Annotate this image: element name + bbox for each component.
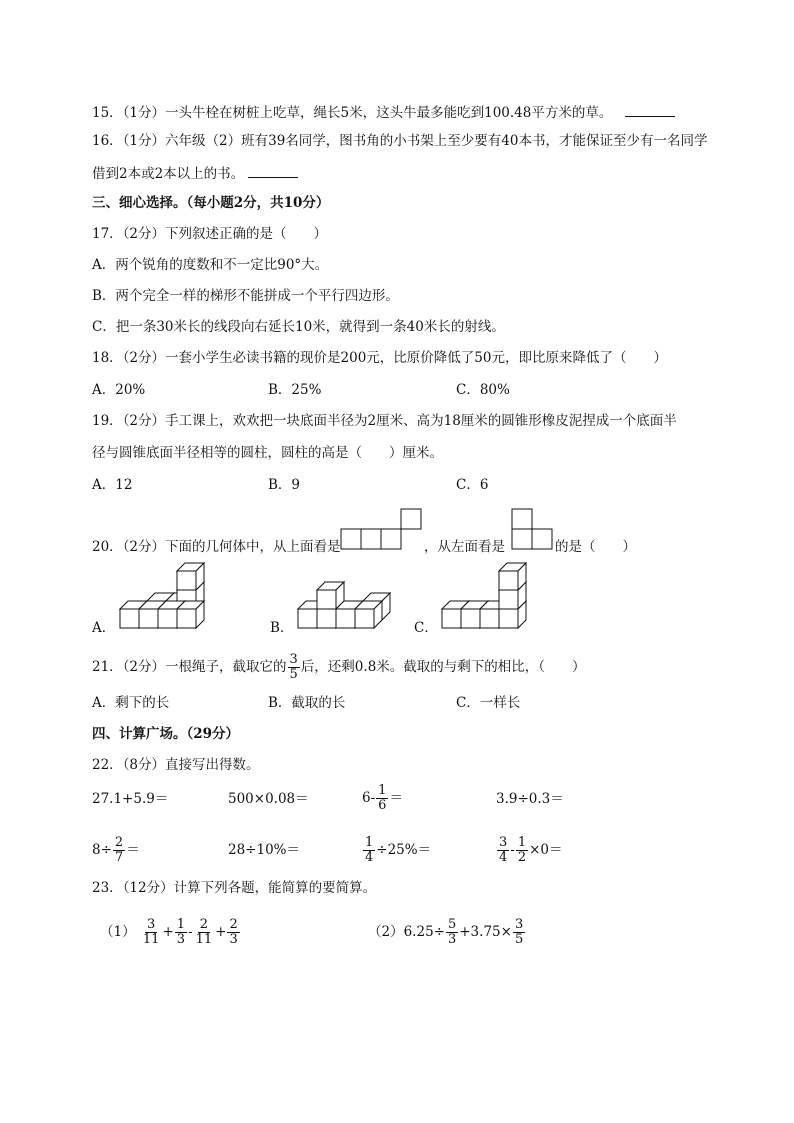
answer-blank[interactable] xyxy=(625,102,675,117)
expression: 28÷10%＝ xyxy=(228,842,300,858)
expression-text: ÷25%＝ xyxy=(376,842,432,858)
fraction-denominator: 5 xyxy=(514,932,524,947)
question-text: 计算下列各题，能简算的要简算。 xyxy=(173,880,377,896)
expression-text: +3.75× xyxy=(459,924,512,940)
cube xyxy=(499,563,526,590)
fraction-numerator: 1 xyxy=(517,835,527,850)
option-a-figure[interactable] xyxy=(118,572,218,632)
fraction-numerator: 3 xyxy=(147,917,156,932)
option-c[interactable]: C．6 xyxy=(456,477,489,493)
question-score: （12分） xyxy=(122,880,174,896)
question-17 xyxy=(92,225,327,243)
question-text: 一套小学生必读书籍的现价是200元，比原价降低了50元，即比原来降低了（ ） xyxy=(165,350,667,366)
question-number: 17． xyxy=(92,226,123,242)
question-score: （1分） xyxy=(122,133,166,149)
option-a[interactable]: A．两个锐角的度数和不一定比90°大。 xyxy=(92,257,329,273)
cube xyxy=(177,563,204,590)
fraction-denominator: 11 xyxy=(142,932,160,947)
question-16-line2 xyxy=(92,163,298,183)
expression-text: 6.25÷ xyxy=(403,924,445,940)
question-score: （2分） xyxy=(122,350,166,366)
question-text: 下列叙述正确的是（ ） xyxy=(165,226,328,242)
option-c[interactable]: C． xyxy=(414,620,438,636)
operator: + xyxy=(162,924,174,940)
question-16 xyxy=(92,132,707,150)
option-b[interactable]: B．25% xyxy=(268,382,322,398)
option-a[interactable]: A． xyxy=(92,620,116,636)
fraction-numerator: 2 xyxy=(114,835,124,850)
answer-blank[interactable] xyxy=(248,163,298,178)
fraction xyxy=(376,784,388,813)
expression: 3.9÷0.3＝ xyxy=(496,791,564,807)
left-view-figure xyxy=(511,507,555,551)
question-text: 后，还剩0.8米。截取的与剩下的相比，（ ） xyxy=(300,659,586,675)
fraction-denominator: 11 xyxy=(195,932,213,947)
fraction xyxy=(141,918,162,947)
question-22 xyxy=(92,756,260,774)
fraction xyxy=(516,836,528,865)
fraction xyxy=(363,836,375,865)
problem-label: （2） xyxy=(368,924,404,940)
option-c[interactable]: C．一样长 xyxy=(456,695,521,711)
question-score: （2分） xyxy=(122,413,166,429)
question-score: （2分） xyxy=(122,539,166,555)
fraction-denominator: 4 xyxy=(499,850,508,865)
operator: - xyxy=(370,790,376,806)
whole-number: 6 xyxy=(362,790,371,806)
fraction-numerator: 3 xyxy=(289,652,298,667)
cube xyxy=(355,601,382,628)
option-b[interactable]: B．9 xyxy=(268,477,301,493)
question-score: （2分） xyxy=(122,226,166,242)
question-21 xyxy=(92,653,586,682)
question-number: 19． xyxy=(92,413,123,429)
option-c[interactable]: C．把一条30米长的线段向右延长10米，就得到一条40米长的射线。 xyxy=(92,319,505,335)
calc-problem-2 xyxy=(368,916,526,948)
operator: + xyxy=(215,924,227,940)
question-score: （1分） xyxy=(122,105,166,121)
fraction-numerator: 1 xyxy=(378,783,387,798)
option-b-figure[interactable] xyxy=(296,572,396,632)
question-text: 直接写出得数。 xyxy=(165,757,260,773)
question-text: 手工课上，欢欢把一块底面半径为2厘米、高为18厘米的圆锥形橡皮泥捏成一个底面半 xyxy=(165,413,677,429)
question-text: 下面的几何体中，从上面看是 xyxy=(165,539,341,555)
section-3-title: 三、细心选择。（每小题2分，共10分） xyxy=(92,195,330,211)
expression xyxy=(362,782,403,814)
option-a[interactable]: A．12 xyxy=(92,477,133,493)
fraction xyxy=(288,653,300,682)
question-15 xyxy=(92,102,675,122)
option-a[interactable]: A．20% xyxy=(92,382,146,398)
question-number: 16． xyxy=(92,133,123,149)
option-c[interactable]: C．80% xyxy=(456,382,510,398)
expression xyxy=(496,834,563,866)
fraction xyxy=(513,918,525,947)
top-view-figure xyxy=(340,507,424,551)
option-b[interactable]: B．两个完全一样的梯形不能拼成一个平行四边形。 xyxy=(92,288,399,304)
calc-problem-1 xyxy=(100,916,241,948)
fraction xyxy=(497,836,509,865)
fraction xyxy=(194,918,215,947)
expression xyxy=(362,834,431,866)
question-text: 借到2本或2本以上的书。 xyxy=(92,166,245,182)
question-score: （8分） xyxy=(122,757,166,773)
fraction-numerator: 3 xyxy=(499,835,508,850)
expression-text: 8÷ xyxy=(92,842,112,858)
question-20 xyxy=(92,538,341,556)
question-text: 一根绳子，截取它的 xyxy=(165,659,287,675)
equals: ＝ xyxy=(126,842,140,858)
question-18 xyxy=(92,349,667,367)
fraction-numerator: 5 xyxy=(447,917,457,932)
expression-text: ×0＝ xyxy=(529,842,563,858)
operator: - xyxy=(510,842,515,858)
question-number: 18． xyxy=(92,350,123,366)
section-4-title: 四、计算广场。（29分） xyxy=(92,726,240,742)
fraction-numerator: 2 xyxy=(229,917,238,932)
question-number: 21． xyxy=(92,659,123,675)
fraction xyxy=(113,836,125,865)
option-b[interactable]: B． xyxy=(270,620,294,636)
fraction-denominator: 3 xyxy=(447,932,457,947)
question-20-text-b: ，从左面看是 xyxy=(424,539,505,555)
fraction-denominator: 2 xyxy=(517,850,527,865)
fraction-numerator: 1 xyxy=(365,835,374,850)
question-23 xyxy=(92,879,376,897)
cube xyxy=(177,601,204,628)
fraction-numerator: 2 xyxy=(199,917,208,932)
fraction-denominator: 3 xyxy=(229,932,238,947)
question-number: 23． xyxy=(92,880,123,896)
expression: 500×0.08＝ xyxy=(228,791,309,807)
question-19 xyxy=(92,412,677,430)
problem-label: （1） xyxy=(100,924,136,940)
fraction-denominator: 6 xyxy=(378,798,387,813)
operator: - xyxy=(188,924,193,940)
question-score: （2分） xyxy=(122,659,166,675)
equals: ＝ xyxy=(389,790,403,806)
option-a[interactable]: A．剩下的长 xyxy=(92,695,170,711)
expression: 27.1+5.9＝ xyxy=(92,791,169,807)
expression xyxy=(92,834,140,866)
question-number: 22． xyxy=(92,757,123,773)
fraction xyxy=(227,918,239,947)
question-number: 15． xyxy=(92,105,123,121)
question-number: 20． xyxy=(92,539,123,555)
fraction-denominator: 7 xyxy=(114,850,124,865)
fraction xyxy=(175,918,187,947)
fraction-denominator: 3 xyxy=(176,932,186,947)
fraction-denominator: 5 xyxy=(289,667,298,682)
question-text: 六年级（2）班有39名同学，图书角的小书架上至少要有40本书，才能保证至少有一名同学 xyxy=(165,133,708,149)
question-20-text-c: 的是（ ） xyxy=(555,539,636,555)
option-c-figure[interactable] xyxy=(440,572,540,632)
fraction-numerator: 3 xyxy=(514,917,524,932)
question-19-line2: 径与圆锥底面半径相等的圆柱，圆柱的高是（ ）厘米。 xyxy=(92,445,443,461)
option-b[interactable]: B．截取的长 xyxy=(268,695,346,711)
question-text: 一头牛栓在树桩上吃草，绳长5米，这头牛最多能吃到100.48平方米的草。 xyxy=(165,105,613,121)
fraction xyxy=(446,918,458,947)
fraction-numerator: 1 xyxy=(176,917,186,932)
fraction-denominator: 4 xyxy=(365,850,374,865)
